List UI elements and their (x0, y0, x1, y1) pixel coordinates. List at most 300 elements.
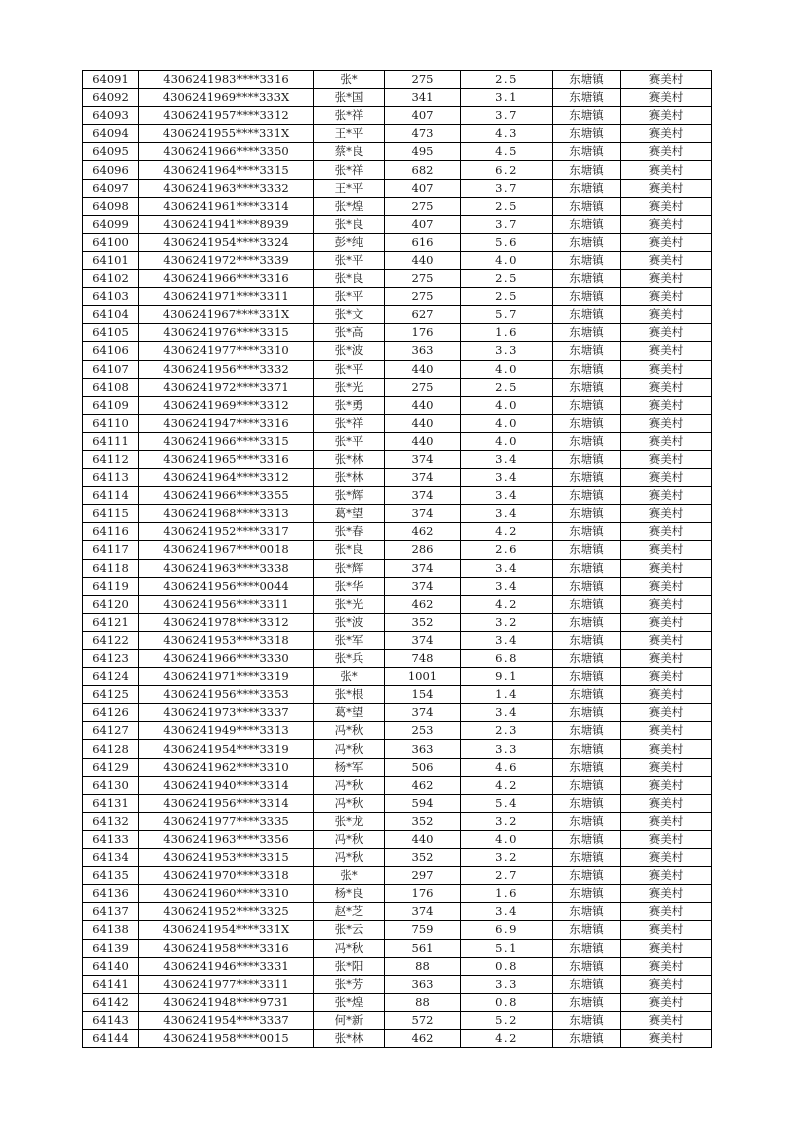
town-cell: 东塘镇 (553, 758, 621, 776)
village-cell: 赛美村 (621, 324, 712, 342)
area-cell: 4.0 (461, 414, 553, 432)
amount-cell: 374 (385, 903, 461, 921)
amount-cell: 440 (385, 251, 461, 269)
id-number-cell: 4306241963****3332 (139, 179, 314, 197)
id-number-cell: 4306241960****3310 (139, 885, 314, 903)
area-cell: 3.4 (461, 559, 553, 577)
village-cell: 赛美村 (621, 288, 712, 306)
area-cell: 3.4 (461, 577, 553, 595)
town-cell: 东塘镇 (553, 541, 621, 559)
id-number-cell: 4306241971****3311 (139, 288, 314, 306)
id-number-cell: 4306241963****3356 (139, 830, 314, 848)
name-cell: 张*良 (314, 270, 385, 288)
name-cell: 赵*芝 (314, 903, 385, 921)
town-cell: 东塘镇 (553, 306, 621, 324)
id-number-cell: 4306241970****3318 (139, 867, 314, 885)
amount-cell: 275 (385, 378, 461, 396)
table-row (83, 378, 712, 396)
area-cell: 2.7 (461, 867, 553, 885)
serial-cell: 64125 (83, 686, 139, 704)
amount-cell: 275 (385, 270, 461, 288)
table-row (83, 233, 712, 251)
table-row (83, 396, 712, 414)
village-cell: 赛美村 (621, 740, 712, 758)
id-number-cell: 4306241956****0044 (139, 577, 314, 595)
amount-cell: 352 (385, 613, 461, 631)
table-body (83, 71, 712, 1048)
village-cell: 赛美村 (621, 704, 712, 722)
amount-cell: 363 (385, 342, 461, 360)
amount-cell: 374 (385, 487, 461, 505)
table-row (83, 776, 712, 794)
serial-cell: 64122 (83, 631, 139, 649)
id-number-cell: 4306241968****3313 (139, 505, 314, 523)
table-row (83, 957, 712, 975)
table-row (83, 342, 712, 360)
village-cell: 赛美村 (621, 903, 712, 921)
area-cell: 2.3 (461, 722, 553, 740)
id-number-cell: 4306241977****3311 (139, 975, 314, 993)
name-cell: 张*良 (314, 215, 385, 233)
name-cell: 张*煌 (314, 197, 385, 215)
area-cell: 4.2 (461, 595, 553, 613)
village-cell: 赛美村 (621, 577, 712, 595)
table-row (83, 71, 712, 89)
id-number-cell: 4306241978****3312 (139, 613, 314, 631)
area-cell: 3.7 (461, 179, 553, 197)
amount-cell: 176 (385, 324, 461, 342)
area-cell: 6.2 (461, 161, 553, 179)
serial-cell: 64106 (83, 342, 139, 360)
table-row (83, 541, 712, 559)
amount-cell: 440 (385, 414, 461, 432)
serial-cell: 64093 (83, 107, 139, 125)
name-cell: 张*文 (314, 306, 385, 324)
table-row (83, 613, 712, 631)
table-row (83, 1011, 712, 1029)
village-cell: 赛美村 (621, 595, 712, 613)
amount-cell: 363 (385, 975, 461, 993)
id-number-cell: 4306241941****8939 (139, 215, 314, 233)
area-cell: 3.4 (461, 469, 553, 487)
name-cell: 张*阳 (314, 957, 385, 975)
village-cell: 赛美村 (621, 505, 712, 523)
table-row (83, 432, 712, 450)
area-cell: 1.6 (461, 324, 553, 342)
area-cell: 6.8 (461, 650, 553, 668)
town-cell: 东塘镇 (553, 650, 621, 668)
name-cell: 冯*秋 (314, 830, 385, 848)
town-cell: 东塘镇 (553, 487, 621, 505)
area-cell: 2.5 (461, 378, 553, 396)
id-number-cell: 4306241955****331X (139, 125, 314, 143)
town-cell: 东塘镇 (553, 686, 621, 704)
name-cell: 张*军 (314, 631, 385, 649)
serial-cell: 64094 (83, 125, 139, 143)
name-cell: 冯*秋 (314, 740, 385, 758)
table-row (83, 993, 712, 1011)
town-cell: 东塘镇 (553, 523, 621, 541)
name-cell: 张* (314, 668, 385, 686)
id-number-cell: 4306241953****3315 (139, 849, 314, 867)
area-cell: 3.3 (461, 740, 553, 758)
area-cell: 3.1 (461, 89, 553, 107)
name-cell: 张*祥 (314, 161, 385, 179)
id-number-cell: 4306241977****3335 (139, 812, 314, 830)
table-row (83, 306, 712, 324)
serial-cell: 64095 (83, 143, 139, 161)
id-number-cell: 4306241954****331X (139, 921, 314, 939)
table-row (83, 631, 712, 649)
area-cell: 4.0 (461, 360, 553, 378)
village-cell: 赛美村 (621, 432, 712, 450)
table-row (83, 812, 712, 830)
area-cell: 2.5 (461, 288, 553, 306)
table-row (83, 903, 712, 921)
table-row (83, 686, 712, 704)
amount-cell: 297 (385, 867, 461, 885)
name-cell: 张*高 (314, 324, 385, 342)
town-cell: 东塘镇 (553, 505, 621, 523)
town-cell: 东塘镇 (553, 71, 621, 89)
serial-cell: 64102 (83, 270, 139, 288)
table-row (83, 939, 712, 957)
amount-cell: 462 (385, 1029, 461, 1047)
village-cell: 赛美村 (621, 939, 712, 957)
area-cell: 5.2 (461, 1011, 553, 1029)
area-cell: 4.2 (461, 523, 553, 541)
town-cell: 东塘镇 (553, 631, 621, 649)
serial-cell: 64097 (83, 179, 139, 197)
amount-cell: 374 (385, 559, 461, 577)
town-cell: 东塘镇 (553, 432, 621, 450)
amount-cell: 495 (385, 143, 461, 161)
area-cell: 4.0 (461, 432, 553, 450)
town-cell: 东塘镇 (553, 1029, 621, 1047)
id-number-cell: 4306241977****3310 (139, 342, 314, 360)
village-cell: 赛美村 (621, 1029, 712, 1047)
table-row (83, 125, 712, 143)
serial-cell: 64126 (83, 704, 139, 722)
serial-cell: 64143 (83, 1011, 139, 1029)
serial-cell: 64129 (83, 758, 139, 776)
village-cell: 赛美村 (621, 378, 712, 396)
name-cell: 冯*秋 (314, 776, 385, 794)
serial-cell: 64112 (83, 450, 139, 468)
name-cell: 张*芳 (314, 975, 385, 993)
amount-cell: 473 (385, 125, 461, 143)
amount-cell: 616 (385, 233, 461, 251)
town-cell: 东塘镇 (553, 595, 621, 613)
amount-cell: 352 (385, 849, 461, 867)
name-cell: 张*平 (314, 251, 385, 269)
amount-cell: 682 (385, 161, 461, 179)
serial-cell: 64096 (83, 161, 139, 179)
village-cell: 赛美村 (621, 849, 712, 867)
town-cell: 东塘镇 (553, 161, 621, 179)
amount-cell: 594 (385, 794, 461, 812)
village-cell: 赛美村 (621, 957, 712, 975)
serial-cell: 64130 (83, 776, 139, 794)
amount-cell: 627 (385, 306, 461, 324)
id-number-cell: 4306241949****3313 (139, 722, 314, 740)
name-cell: 张*辉 (314, 487, 385, 505)
town-cell: 东塘镇 (553, 668, 621, 686)
name-cell: 葛*望 (314, 505, 385, 523)
serial-cell: 64113 (83, 469, 139, 487)
amount-cell: 440 (385, 396, 461, 414)
table-row (83, 867, 712, 885)
name-cell: 张*勇 (314, 396, 385, 414)
town-cell: 东塘镇 (553, 378, 621, 396)
id-number-cell: 4306241958****3316 (139, 939, 314, 957)
id-number-cell: 4306241963****3338 (139, 559, 314, 577)
town-cell: 东塘镇 (553, 396, 621, 414)
name-cell: 张*云 (314, 921, 385, 939)
town-cell: 东塘镇 (553, 469, 621, 487)
area-cell: 1.4 (461, 686, 553, 704)
table-row (83, 251, 712, 269)
area-cell: 5.4 (461, 794, 553, 812)
table-row (83, 360, 712, 378)
area-cell: 0.8 (461, 993, 553, 1011)
serial-cell: 64109 (83, 396, 139, 414)
amount-cell: 440 (385, 360, 461, 378)
name-cell: 张*波 (314, 613, 385, 631)
name-cell: 张*龙 (314, 812, 385, 830)
area-cell: 1.6 (461, 885, 553, 903)
serial-cell: 64114 (83, 487, 139, 505)
id-number-cell: 4306241940****3314 (139, 776, 314, 794)
town-cell: 东塘镇 (553, 975, 621, 993)
id-number-cell: 4306241956****3314 (139, 794, 314, 812)
area-cell: 0.8 (461, 957, 553, 975)
table-row (83, 830, 712, 848)
village-cell: 赛美村 (621, 89, 712, 107)
area-cell: 3.4 (461, 704, 553, 722)
area-cell: 4.0 (461, 251, 553, 269)
serial-cell: 64123 (83, 650, 139, 668)
id-number-cell: 4306241966****3350 (139, 143, 314, 161)
area-cell: 5.7 (461, 306, 553, 324)
table-row (83, 179, 712, 197)
name-cell: 彭*纯 (314, 233, 385, 251)
name-cell: 张*波 (314, 342, 385, 360)
name-cell: 张*祥 (314, 414, 385, 432)
village-cell: 赛美村 (621, 450, 712, 468)
area-cell: 3.3 (461, 342, 553, 360)
name-cell: 张*煌 (314, 993, 385, 1011)
town-cell: 东塘镇 (553, 342, 621, 360)
town-cell: 东塘镇 (553, 89, 621, 107)
serial-cell: 64099 (83, 215, 139, 233)
town-cell: 东塘镇 (553, 450, 621, 468)
town-cell: 东塘镇 (553, 270, 621, 288)
name-cell: 杨*良 (314, 885, 385, 903)
town-cell: 东塘镇 (553, 143, 621, 161)
table-row (83, 794, 712, 812)
name-cell: 冯*秋 (314, 849, 385, 867)
id-number-cell: 4306241964****3315 (139, 161, 314, 179)
town-cell: 东塘镇 (553, 722, 621, 740)
table-row (83, 487, 712, 505)
table-row (83, 469, 712, 487)
serial-cell: 64127 (83, 722, 139, 740)
village-cell: 赛美村 (621, 631, 712, 649)
serial-cell: 64100 (83, 233, 139, 251)
table-row (83, 450, 712, 468)
name-cell: 张*根 (314, 686, 385, 704)
town-cell: 东塘镇 (553, 794, 621, 812)
serial-cell: 64124 (83, 668, 139, 686)
area-cell: 3.4 (461, 903, 553, 921)
serial-cell: 64098 (83, 197, 139, 215)
village-cell: 赛美村 (621, 812, 712, 830)
id-number-cell: 4306241953****3318 (139, 631, 314, 649)
id-number-cell: 4306241956****3332 (139, 360, 314, 378)
id-number-cell: 4306241962****3310 (139, 758, 314, 776)
table-row (83, 161, 712, 179)
amount-cell: 88 (385, 957, 461, 975)
village-cell: 赛美村 (621, 975, 712, 993)
name-cell: 冯*秋 (314, 722, 385, 740)
id-number-cell: 4306241964****3312 (139, 469, 314, 487)
serial-cell: 64107 (83, 360, 139, 378)
village-cell: 赛美村 (621, 179, 712, 197)
town-cell: 东塘镇 (553, 577, 621, 595)
id-number-cell: 4306241954****3337 (139, 1011, 314, 1029)
table-row (83, 849, 712, 867)
serial-cell: 64131 (83, 794, 139, 812)
area-cell: 3.2 (461, 812, 553, 830)
name-cell: 张*光 (314, 595, 385, 613)
id-number-cell: 4306241954****3319 (139, 740, 314, 758)
town-cell: 东塘镇 (553, 559, 621, 577)
amount-cell: 462 (385, 523, 461, 541)
town-cell: 东塘镇 (553, 125, 621, 143)
table-row (83, 89, 712, 107)
amount-cell: 374 (385, 577, 461, 595)
id-number-cell: 4306241967****331X (139, 306, 314, 324)
town-cell: 东塘镇 (553, 740, 621, 758)
town-cell: 东塘镇 (553, 993, 621, 1011)
town-cell: 东塘镇 (553, 812, 621, 830)
amount-cell: 506 (385, 758, 461, 776)
name-cell: 张* (314, 71, 385, 89)
area-cell: 3.2 (461, 613, 553, 631)
table-row (83, 704, 712, 722)
village-cell: 赛美村 (621, 668, 712, 686)
table-row (83, 668, 712, 686)
town-cell: 东塘镇 (553, 360, 621, 378)
table-row (83, 215, 712, 233)
town-cell: 东塘镇 (553, 197, 621, 215)
id-number-cell: 4306241961****3314 (139, 197, 314, 215)
amount-cell: 561 (385, 939, 461, 957)
name-cell: 张*兵 (314, 650, 385, 668)
area-cell: 4.2 (461, 776, 553, 794)
village-cell: 赛美村 (621, 613, 712, 631)
area-cell: 2.5 (461, 197, 553, 215)
name-cell: 张*林 (314, 450, 385, 468)
town-cell: 东塘镇 (553, 414, 621, 432)
name-cell: 张*平 (314, 360, 385, 378)
serial-cell: 64091 (83, 71, 139, 89)
table-row (83, 650, 712, 668)
serial-cell: 64136 (83, 885, 139, 903)
table-row (83, 577, 712, 595)
serial-cell: 64115 (83, 505, 139, 523)
amount-cell: 88 (385, 993, 461, 1011)
village-cell: 赛美村 (621, 215, 712, 233)
serial-cell: 64110 (83, 414, 139, 432)
amount-cell: 275 (385, 197, 461, 215)
name-cell: 张*光 (314, 378, 385, 396)
village-cell: 赛美村 (621, 650, 712, 668)
village-cell: 赛美村 (621, 487, 712, 505)
amount-cell: 1001 (385, 668, 461, 686)
serial-cell: 64141 (83, 975, 139, 993)
village-cell: 赛美村 (621, 921, 712, 939)
name-cell: 张*祥 (314, 107, 385, 125)
id-number-cell: 4306241969****3312 (139, 396, 314, 414)
id-number-cell: 4306241954****3324 (139, 233, 314, 251)
area-cell: 4.5 (461, 143, 553, 161)
serial-cell: 64137 (83, 903, 139, 921)
amount-cell: 374 (385, 450, 461, 468)
id-number-cell: 4306241948****9731 (139, 993, 314, 1011)
village-cell: 赛美村 (621, 396, 712, 414)
amount-cell: 759 (385, 921, 461, 939)
id-number-cell: 4306241957****3312 (139, 107, 314, 125)
village-cell: 赛美村 (621, 342, 712, 360)
serial-cell: 64142 (83, 993, 139, 1011)
id-number-cell: 4306241973****3337 (139, 704, 314, 722)
area-cell: 3.4 (461, 505, 553, 523)
id-number-cell: 4306241967****0018 (139, 541, 314, 559)
area-cell: 3.2 (461, 849, 553, 867)
village-cell: 赛美村 (621, 885, 712, 903)
village-cell: 赛美村 (621, 758, 712, 776)
area-cell: 4.0 (461, 396, 553, 414)
area-cell: 3.4 (461, 487, 553, 505)
name-cell: 王*平 (314, 125, 385, 143)
town-cell: 东塘镇 (553, 957, 621, 975)
village-cell: 赛美村 (621, 233, 712, 251)
area-cell: 4.0 (461, 830, 553, 848)
serial-cell: 64117 (83, 541, 139, 559)
id-number-cell: 4306241966****3316 (139, 270, 314, 288)
town-cell: 东塘镇 (553, 849, 621, 867)
id-number-cell: 4306241965****3316 (139, 450, 314, 468)
village-cell: 赛美村 (621, 1011, 712, 1029)
id-number-cell: 4306241947****3316 (139, 414, 314, 432)
table-row (83, 523, 712, 541)
amount-cell: 374 (385, 704, 461, 722)
village-cell: 赛美村 (621, 161, 712, 179)
name-cell: 冯*秋 (314, 794, 385, 812)
town-cell: 东塘镇 (553, 613, 621, 631)
village-cell: 赛美村 (621, 523, 712, 541)
area-cell: 6.9 (461, 921, 553, 939)
serial-cell: 64116 (83, 523, 139, 541)
name-cell: 王*平 (314, 179, 385, 197)
table-row (83, 324, 712, 342)
town-cell: 东塘镇 (553, 704, 621, 722)
village-cell: 赛美村 (621, 270, 712, 288)
amount-cell: 407 (385, 215, 461, 233)
serial-cell: 64103 (83, 288, 139, 306)
